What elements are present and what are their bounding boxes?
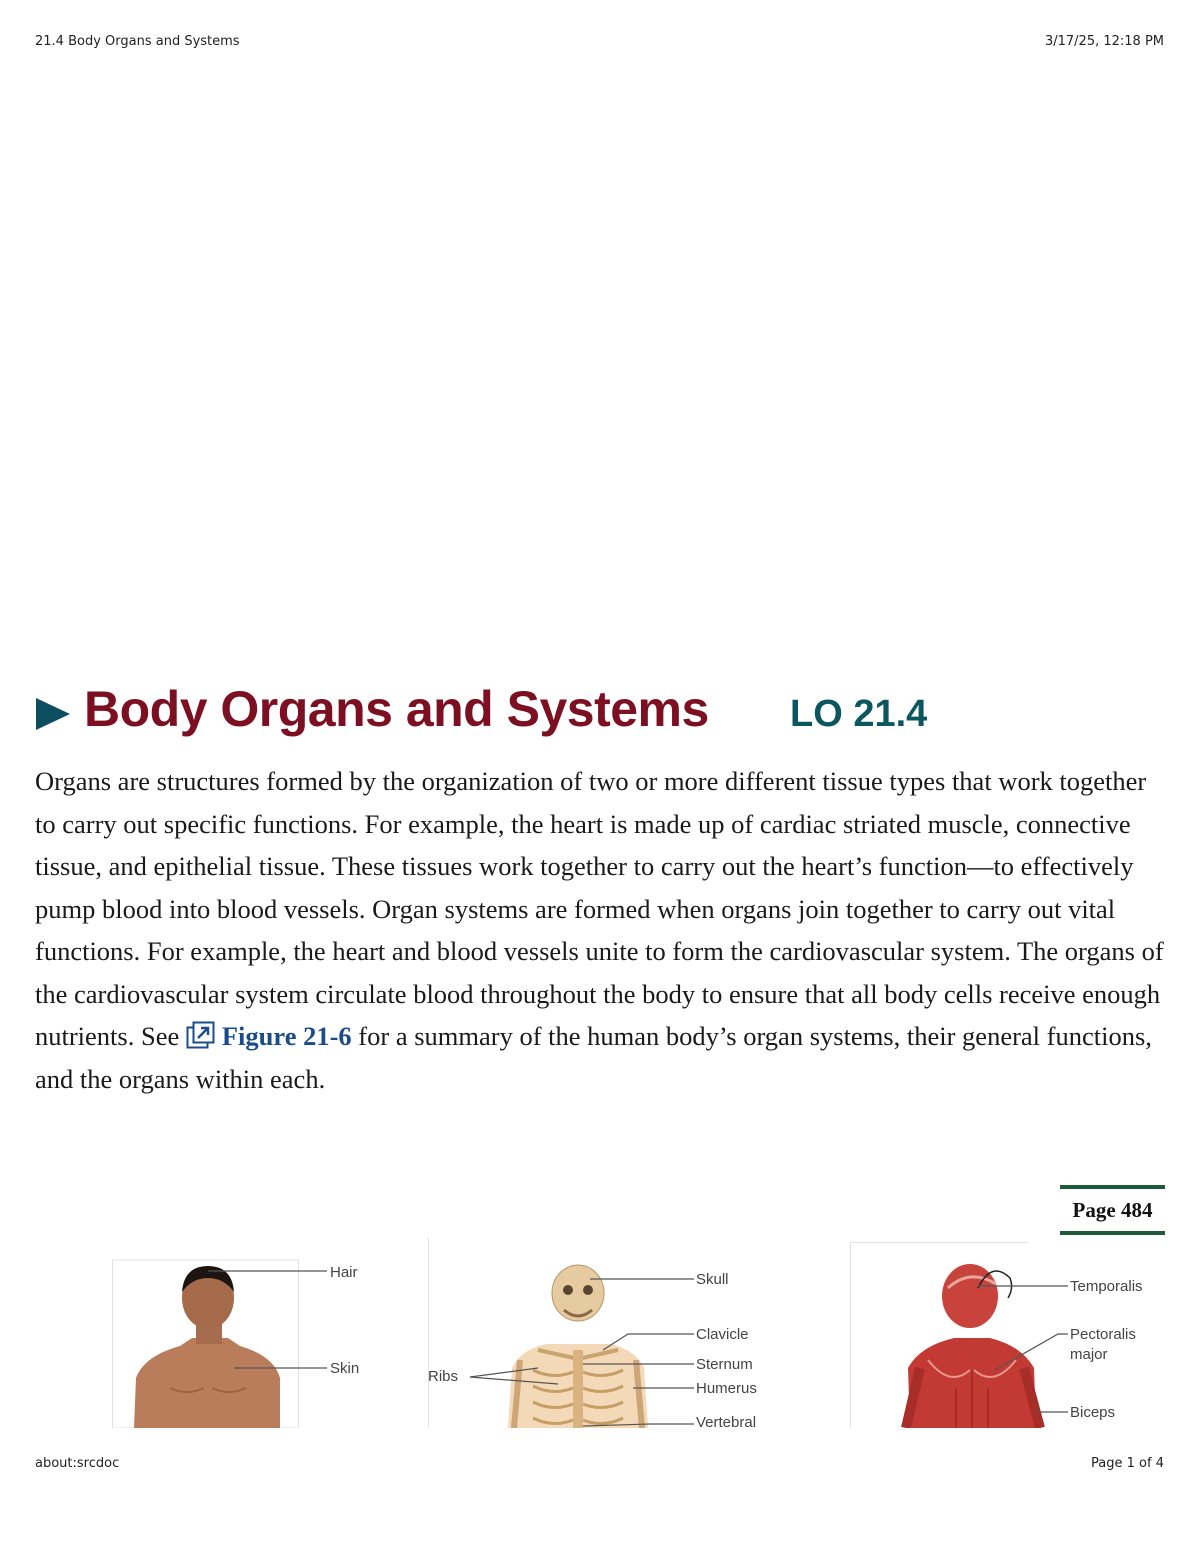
external-link-icon — [186, 1021, 216, 1049]
skeletal-panel — [428, 1238, 808, 1428]
label-temporalis: Temporalis — [1070, 1278, 1143, 1295]
page-number-marker — [1060, 1185, 1165, 1235]
label-vertebral: Vertebral — [696, 1414, 757, 1428]
print-header-datetime: 3/17/25, 12:18 PM — [1044, 34, 1164, 49]
label-biceps: Biceps — [1070, 1404, 1116, 1421]
print-footer-url: about:srcdoc — [35, 1456, 120, 1471]
label-ribs: Ribs — [428, 1368, 459, 1385]
section-title: Body Organs and Systems — [84, 681, 709, 737]
label-hair: Hair — [330, 1264, 358, 1281]
print-footer — [35, 1456, 1164, 1474]
integumentary-panel — [112, 1238, 412, 1428]
label-sternum: Sternum — [696, 1356, 753, 1373]
play-arrow-icon — [36, 698, 70, 730]
print-footer-page: Page 1 of 4 — [1091, 1456, 1164, 1471]
paragraph-text-after: for a summary of the human body’s organ systems, their general functions, and the organs within each. — [35, 1021, 1152, 1094]
learning-objective: LO 21.4 — [790, 693, 928, 735]
figure-link-label: Figure 21-6 — [221, 1021, 352, 1051]
label-skull: Skull — [696, 1271, 729, 1288]
label-pectoralis-major: major — [1070, 1346, 1108, 1363]
print-header — [35, 34, 1164, 52]
integumentary-illustration — [112, 1238, 412, 1428]
print-header-title: 21.4 Body Organs and Systems — [35, 34, 240, 49]
label-humerus: Humerus — [696, 1380, 757, 1397]
body-paragraph — [35, 760, 1167, 1100]
skeletal-illustration — [428, 1238, 808, 1428]
label-pectoralis: Pectoralis — [1070, 1326, 1136, 1343]
paragraph-text-before: Organs are structures formed by the organization of two or more different tissue types that work together to carry out specific functions. For example, the heart is made up of cardiac striated muscle, connective tissue, and epithelial tissue. These tissues work together to carry out the heart’s function—to effectively pump blood into blood vessels. Organ systems are formed when organs join together to carry out vital functions. For example, the heart and blood vessels unite to form the cardiovascular system. The organs of the cardiovascular system circulate blood throughout the body to ensure that all body cells receive enough nutrients. See — [35, 766, 1164, 1051]
muscular-panel — [850, 1238, 1170, 1428]
label-skin: Skin — [330, 1360, 360, 1377]
label-clavicle: Clavicle — [696, 1326, 749, 1343]
figure-link[interactable] — [186, 1021, 352, 1051]
organ-systems-figure — [0, 1238, 1200, 1428]
page-number-label: Page 484 — [1072, 1198, 1153, 1222]
